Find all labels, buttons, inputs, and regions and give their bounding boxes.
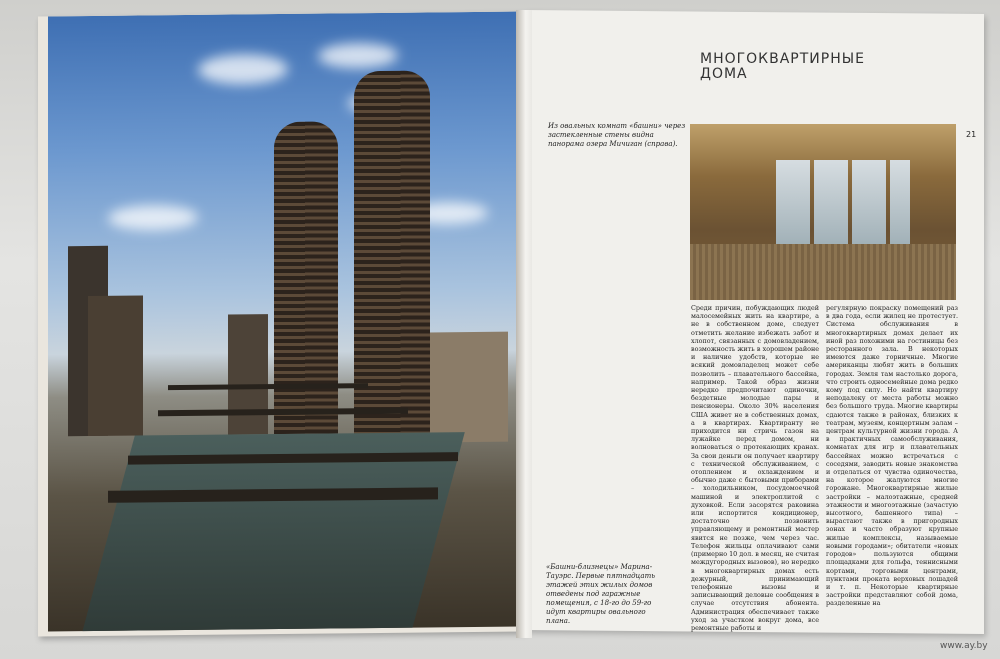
marina-tower-right (354, 70, 430, 453)
building (88, 295, 143, 436)
page-gutter (516, 10, 532, 638)
window (890, 160, 910, 250)
text-column-1: Среди причин, побуждающих людей малосемейных жить на квартире, а не в собственном доме, следует отметить желание избежать забот и хлопот, связанных с домовладением, возможность жить в хорошем районе и наличие удобств, которые не всякий домовладелец может себе позволить – плавательного бассейна, например. Такой образ жизни нередко предпочитают одиночки, бездетные молодые пары и пенсионеры. Около 30% населения США живет не в собственных домах, а в квартирах. Квартиранту не приходится ни стричь газон на лужайке перед домом, ни волноваться о протекающих кранах. За свои деньги он получает квартиру с технической обслуживанием, с отоплением и охлаждением и обычно даже с бытовыми приборами – холодильником, посудомоечной машиной и электроплитой с духовкой. Если засорятся раковина или испортится кондиционер, достаточно позвонить управляющему и ремонтный мастер явится не позже, чем через час. Телефон жильцы оплачивают сами (примерно 10 дол. в месяц, не считая междугородных вызовов), но нередко в многоквартирных домах есть дежурный, принимающий телефонные вызовы и записывающий деловые сообщения в случае отсутствия абонента. Администрация обеспечивает также уход за участком вокруг дома, все ремонтные работы и (691, 304, 819, 632)
marina-towers-photo (48, 11, 520, 631)
window (852, 160, 886, 250)
text-column-2: регулярную покраску помещений раз в два года, если жилец не протестует. Система обслуживания в многоквартирных домах делает их иной раз похожими на гостиницы без ресторанного зала. В некоторых имеются даже горничные. Многие американцы любят жить в больших городах. Земля там настолько дорога, что строить односемейные дома редко кому под силу. Но найти квартиру неподалеку от места работы можно без большого труда. Многие квартиры сдаются также в районах, близких к театрам, музеям, концертным залам – центрам культурной жизни города. А в практичных самообслуживания, комнатах для игр и плавательных бассейнах можно встречаться с соседями, заводить новые знакомства и отделаться от чувства одиночества, на которое жалуются многие горожане. Многоквартирные жилые застройки – малоэтажные, средней этажности и многоэтажные (зачастую высотного, башенного типа) – вырастают также в пригородных зонах и часто образуют крупные жилые комплексы, называемые новыми городами»; обитатели «новых городов» пользуются общими площадками для гольфа, теннисными кортами, торговыми центрами, пунктами проката верховых лошадей и т. п. Некоторые квартирные застройки представляют собой дома, разделенные на (826, 304, 958, 608)
cloud (318, 43, 398, 69)
cloud (108, 205, 198, 231)
article-title: МНОГОКВАРТИРНЫЕ ДОМА (700, 51, 865, 82)
window (814, 160, 848, 250)
cloud (198, 54, 288, 85)
bridge (168, 383, 368, 390)
apartment-interior-photo (690, 124, 956, 300)
floor (690, 244, 956, 300)
towers-photo-caption: «Башни-близнецы» Марина-Тауэрс. Первые пятнадцать этажей этих жилых домов отведены под гаражные помещения, с 18-го до 59-го идут квартиры овального плана. (546, 563, 656, 625)
building (428, 332, 508, 443)
page-number: 21 (966, 130, 977, 139)
interior-photo-caption: Из овальных комнат «башни» через застекленные стены видна панорама озера Мичиган (справа). (548, 122, 686, 148)
left-page (38, 11, 524, 636)
building (228, 314, 268, 434)
window (776, 160, 810, 250)
watermark: www.ay.by (940, 641, 988, 651)
